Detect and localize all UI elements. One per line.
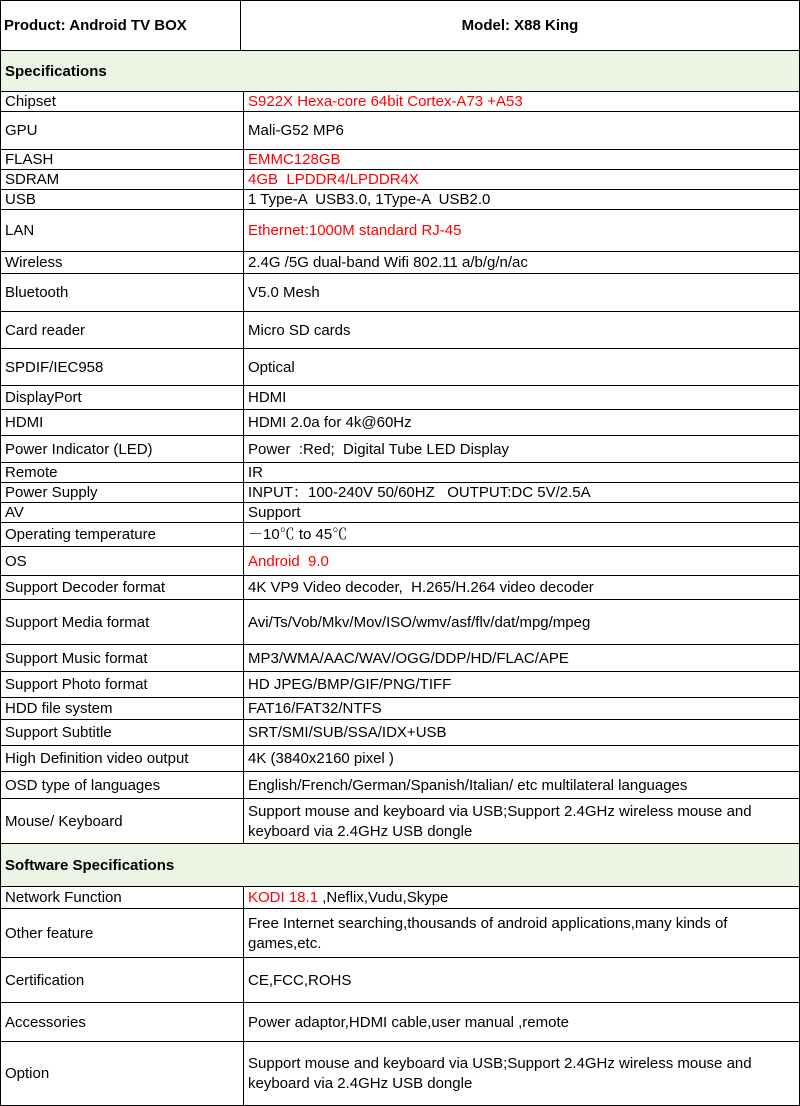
spec-row bbox=[0, 1042, 800, 1106]
spec-value-text: Support bbox=[248, 504, 301, 521]
spec-value bbox=[244, 547, 800, 576]
grid-line bbox=[0, 599, 800, 600]
spec-row bbox=[0, 410, 800, 436]
spec-row bbox=[0, 1003, 800, 1042]
spec-row bbox=[0, 92, 800, 112]
spec-value-text: 4K VP9 Video decoder, H.265/H.264 video decoder bbox=[248, 579, 594, 596]
spec-label: High Definition video output bbox=[5, 750, 189, 767]
spec-value-text: CE,FCC,ROHS bbox=[248, 971, 352, 989]
grid-line bbox=[0, 91, 800, 92]
grid-line bbox=[0, 50, 800, 51]
spec-value-text: Ethernet:1000M standard RJ-45 bbox=[248, 222, 462, 239]
spec-label: Network Function bbox=[5, 889, 122, 906]
grid-line bbox=[0, 409, 800, 410]
spec-row bbox=[0, 547, 800, 576]
spec-value bbox=[244, 150, 800, 170]
spec-value-text: FAT16/FAT32/NTFS bbox=[248, 700, 382, 717]
spec-value-text: Avi/Ts/Vob/Mkv/Mov/ISO/wmv/asf/flv/dat/mpg/mpeg bbox=[248, 613, 591, 631]
spec-value bbox=[244, 112, 800, 150]
grid-line bbox=[243, 887, 244, 1106]
spec-label: SDRAM bbox=[5, 171, 60, 188]
spec-value-text: Power adaptor,HDMI cable,user manual ,remote bbox=[248, 1013, 569, 1031]
spec-row bbox=[0, 746, 800, 772]
spec-label: Support Photo format bbox=[5, 676, 148, 693]
spec-value-text: S922X Hexa-core 64bit Cortex-A73 +A53 bbox=[248, 93, 523, 110]
spec-label: Chipset bbox=[5, 93, 56, 110]
spec-value-text: INPUT：100-240V 50/60HZ OUTPUT:DC 5V/2.5A bbox=[248, 484, 591, 501]
grid-line bbox=[0, 273, 800, 274]
spec-value bbox=[244, 503, 800, 523]
grid-line bbox=[0, 671, 800, 672]
spec-value-text: HD JPEG/BMP/GIF/PNG/TIFF bbox=[248, 676, 452, 693]
spec-value-text: HDMI bbox=[248, 389, 287, 406]
spec-value-text: Free Internet searching,thousands of android applications,many kinds of games,etc. bbox=[248, 914, 732, 952]
spec-value bbox=[244, 958, 800, 1003]
spec-label: Card reader bbox=[5, 321, 86, 339]
spec-label: HDMI bbox=[5, 414, 44, 431]
grid-line bbox=[0, 908, 800, 909]
grid-line bbox=[0, 189, 800, 190]
grid-line bbox=[0, 886, 800, 887]
spec-value bbox=[244, 523, 800, 547]
spec-value bbox=[244, 672, 800, 698]
grid-line bbox=[0, 0, 800, 1]
spec-row bbox=[0, 210, 800, 252]
spec-row bbox=[0, 672, 800, 698]
spec-label: Wireless bbox=[5, 254, 63, 271]
spec-label: OS bbox=[5, 552, 27, 570]
spec-value-text: HDMI 2.0a for 4k@60Hz bbox=[248, 414, 412, 431]
grid-line bbox=[0, 482, 800, 483]
grid-line bbox=[0, 957, 800, 958]
spec-label: USB bbox=[5, 191, 36, 208]
spec-label: SPDIF/IEC958 bbox=[5, 358, 104, 376]
grid-line bbox=[0, 575, 800, 576]
spec-row bbox=[0, 523, 800, 547]
grid-line bbox=[0, 1041, 800, 1042]
grid-line bbox=[0, 522, 800, 523]
spec-value bbox=[244, 1003, 800, 1042]
spec-label: Support Media format bbox=[5, 613, 150, 631]
spec-label: AV bbox=[5, 504, 24, 521]
spec-label: Mouse/ Keyboard bbox=[5, 812, 123, 830]
spec-label: DisplayPort bbox=[5, 389, 82, 406]
spec-row bbox=[0, 958, 800, 1003]
spec-value bbox=[244, 410, 800, 436]
spec-row bbox=[0, 887, 800, 909]
grid-line bbox=[0, 311, 800, 312]
spec-row bbox=[0, 170, 800, 190]
spec-row bbox=[0, 386, 800, 410]
spec-label: Accessories bbox=[5, 1013, 86, 1031]
spec-label: Option bbox=[5, 1065, 50, 1082]
spec-label: Support Decoder format bbox=[5, 579, 166, 596]
spec-value-text: English/French/German/Spanish/Italian/ etc multilateral languages bbox=[248, 776, 688, 794]
grid-line bbox=[0, 251, 800, 252]
grid-line bbox=[0, 348, 800, 349]
spec-row bbox=[0, 463, 800, 483]
spec-row bbox=[0, 799, 800, 844]
spec-label: Other feature bbox=[5, 924, 94, 942]
spec-value-text: SRT/SMI/SUB/SSA/IDX+USB bbox=[248, 724, 447, 741]
spec-row bbox=[0, 503, 800, 523]
section-title: Software Specifications bbox=[5, 856, 175, 874]
spec-value bbox=[244, 92, 800, 112]
spec-row bbox=[0, 274, 800, 312]
spec-value bbox=[244, 210, 800, 252]
spec-label: Power Supply bbox=[5, 484, 98, 501]
grid-line bbox=[0, 697, 800, 698]
grid-line bbox=[0, 435, 800, 436]
spec-value bbox=[244, 1042, 800, 1106]
spec-value-text: －10℃ to 45℃ bbox=[248, 526, 348, 543]
spec-row bbox=[0, 698, 800, 720]
spec-value bbox=[244, 349, 800, 386]
spec-value bbox=[244, 436, 800, 463]
spec-label: HDD file system bbox=[5, 700, 113, 717]
spec-value-text: IR bbox=[248, 464, 263, 481]
spec-value bbox=[244, 170, 800, 190]
spec-value-text: 4GB LPDDR4/LPDDR4X bbox=[248, 171, 419, 188]
grid-line bbox=[0, 169, 800, 170]
spec-value bbox=[244, 190, 800, 210]
spec-value-text: Mali-G52 MP6 bbox=[248, 122, 344, 139]
grid-line bbox=[0, 209, 800, 210]
spec-row bbox=[0, 150, 800, 170]
spec-value-text: Micro SD cards bbox=[248, 321, 351, 339]
spec-label: Support Music format bbox=[5, 649, 148, 667]
spec-label: Power Indicator (LED) bbox=[5, 440, 153, 458]
spec-row bbox=[0, 252, 800, 274]
header-row bbox=[0, 0, 800, 51]
spec-row bbox=[0, 645, 800, 672]
spec-value bbox=[244, 483, 800, 503]
grid-line bbox=[0, 771, 800, 772]
spec-value bbox=[244, 274, 800, 312]
spec-value bbox=[244, 698, 800, 720]
spec-row bbox=[0, 312, 800, 349]
spec-value-text: V5.0 Mesh bbox=[248, 284, 320, 301]
spec-label: Operating temperature bbox=[5, 526, 156, 543]
spec-value-text: Optical bbox=[248, 358, 295, 376]
spec-value-text: 1 Type-A USB3.0, 1Type-A USB2.0 bbox=[248, 191, 491, 208]
section-title: Specifications bbox=[5, 62, 107, 80]
spec-value bbox=[244, 600, 800, 645]
spec-label: GPU bbox=[5, 122, 38, 139]
spec-value bbox=[244, 645, 800, 672]
spec-value-text: MP3/WMA/AAC/WAV/OGG/DDP/HD/FLAC/APE bbox=[248, 649, 569, 667]
spec-label: Certification bbox=[5, 971, 85, 989]
spec-value bbox=[244, 720, 800, 746]
spec-row bbox=[0, 190, 800, 210]
spec-value bbox=[244, 887, 800, 909]
spec-value bbox=[244, 252, 800, 274]
grid-line bbox=[0, 111, 800, 112]
spec-value-highlight: KODI 18.1 bbox=[248, 889, 323, 906]
spec-label: OSD type of languages bbox=[5, 776, 161, 794]
spec-value bbox=[244, 772, 800, 799]
spec-value-text: 2.4G /5G dual-band Wifi 802.11 a/b/g/n/ac bbox=[248, 254, 528, 271]
spec-row bbox=[0, 600, 800, 645]
spec-value bbox=[244, 909, 800, 958]
spec-label: Support Subtitle bbox=[5, 724, 112, 741]
spec-value-text: 4K (3840x2160 pixel ) bbox=[248, 750, 394, 767]
product-title: Product: Android TV BOX bbox=[4, 16, 187, 34]
spec-row bbox=[0, 112, 800, 150]
grid-line bbox=[0, 745, 800, 746]
grid-line bbox=[0, 798, 800, 799]
spec-value bbox=[244, 576, 800, 600]
grid-line bbox=[0, 149, 800, 150]
spec-row bbox=[0, 349, 800, 386]
grid-line bbox=[0, 719, 800, 720]
spec-row bbox=[0, 483, 800, 503]
spec-label: Bluetooth bbox=[5, 284, 69, 301]
spec-row bbox=[0, 576, 800, 600]
spec-label: FLASH bbox=[5, 151, 54, 168]
spec-value-text: EMMC128GB bbox=[248, 151, 341, 168]
spec-value-text: Android 9.0 bbox=[248, 552, 329, 570]
section-header bbox=[0, 844, 800, 887]
spec-value bbox=[244, 463, 800, 483]
grid-line bbox=[243, 92, 244, 844]
model-title: Model: X88 King bbox=[461, 16, 579, 34]
grid-line bbox=[0, 843, 800, 844]
grid-line bbox=[0, 502, 800, 503]
spec-row bbox=[0, 436, 800, 463]
spec-label: LAN bbox=[5, 222, 35, 239]
spec-row bbox=[0, 772, 800, 799]
spec-value-text: Support mouse and keyboard via USB;Support 2.4GHz wireless mouse and keyboard via 2.4GHz USB dongle bbox=[248, 802, 756, 840]
spec-value bbox=[244, 312, 800, 349]
spec-value bbox=[244, 386, 800, 410]
spec-value-text: Support mouse and keyboard via USB;Support 2.4GHz wireless mouse and keyboard via 2.4GHz USB dongle bbox=[248, 1055, 756, 1092]
spec-value-text: Power :Red; Digital Tube LED Display bbox=[248, 440, 509, 458]
grid-line bbox=[0, 462, 800, 463]
section-header bbox=[0, 51, 800, 92]
grid-line bbox=[0, 546, 800, 547]
grid-line bbox=[240, 0, 241, 51]
spec-value bbox=[244, 746, 800, 772]
spec-value-text: ,Neflix,Vudu,Skype bbox=[322, 889, 449, 906]
grid-line bbox=[0, 644, 800, 645]
spec-row bbox=[0, 909, 800, 958]
spec-label: Remote bbox=[5, 464, 58, 481]
grid-line bbox=[0, 0, 1, 1106]
spec-value bbox=[244, 799, 800, 844]
grid-line bbox=[0, 385, 800, 386]
spec-row bbox=[0, 720, 800, 746]
grid-line bbox=[0, 1002, 800, 1003]
